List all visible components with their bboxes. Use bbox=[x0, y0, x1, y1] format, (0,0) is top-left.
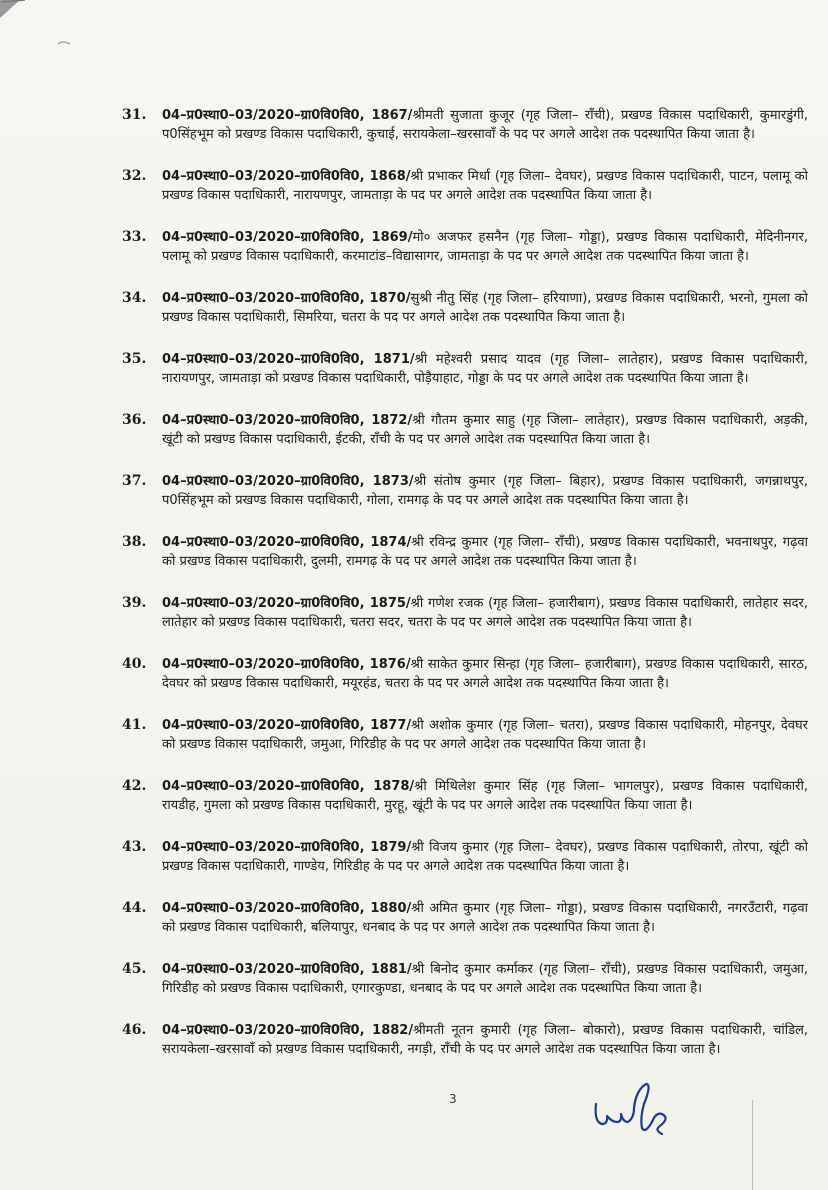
order-reference: 04–प्र0स्था0–03/2020–ग्रा0वि0वि0, 1878/ bbox=[162, 779, 415, 794]
order-reference: 04–प्र0स्था0–03/2020–ग्रा0वि0वि0, 1870/ bbox=[162, 291, 411, 306]
entry-number: 46. bbox=[122, 1022, 147, 1038]
order-reference: 04–प्र0स्था0–03/2020–ग्रा0वि0वि0, 1871/ bbox=[162, 352, 415, 367]
posting-text: श्री अशोक कुमार (गृह जिला– चतरा), प्रखण्ड विकास पदाधिकारी, मोहनपुर, देवघर को प्रखण्ड विकास पदाधिकारी, जमुआ, गिरिडीह के पद पर अगले आदेश तक पदस्थापित किया जाता है। bbox=[162, 718, 808, 752]
order-entry bbox=[118, 411, 808, 468]
order-entry bbox=[118, 167, 808, 224]
entry-number: 45. bbox=[122, 961, 147, 977]
corner-fold-mark bbox=[0, 0, 70, 60]
order-entry bbox=[118, 1021, 808, 1078]
order-reference: 04–प्र0स्था0–03/2020–ग्रा0वि0वि0, 1872/ bbox=[162, 413, 413, 428]
entry-number: 33. bbox=[122, 229, 147, 245]
entry-number: 38. bbox=[122, 534, 147, 550]
posting-text: श्री बिनोद कुमार कर्माकर (गृह जिला– राँची), प्रखण्ड विकास पदाधिकारी, जमुआ, गिरिडीह को प्रखण्ड विकास पदाधिकारी, एगारकुण्डा, धनबाद के पद पर अगले आदेश तक पदस्थापित किया जाता है। bbox=[162, 962, 808, 996]
order-reference: 04–प्र0स्था0–03/2020–ग्रा0वि0वि0, 1868/ bbox=[162, 169, 411, 184]
page-number: 3 bbox=[449, 1092, 457, 1106]
order-entry bbox=[118, 106, 808, 163]
order-reference: 04–प्र0स्था0–03/2020–ग्रा0वि0वि0, 1882/ bbox=[162, 1023, 414, 1038]
posting-text: श्रीमती सुजाता कुजूर (गृह जिला– राँची), प्रखण्ड विकास पदाधिकारी, कुमारडुंगी, प0सिंहभूम को प्रखण्ड विकास पदाधिकारी, कुचाई, सरायकेला–खरसावाँ के पद पर अगले आदेश तक पदस्थापित किया जाता है। bbox=[162, 108, 808, 142]
entry-number: 36. bbox=[122, 412, 147, 428]
order-reference: 04–प्र0स्था0–03/2020–ग्रा0वि0वि0, 1869/ bbox=[162, 230, 413, 245]
order-reference: 04–प्र0स्था0–03/2020–ग्रा0वि0वि0, 1876/ bbox=[162, 657, 411, 672]
order-entries-list bbox=[118, 106, 808, 1082]
order-reference: 04–प्र0स्था0–03/2020–ग्रा0वि0वि0, 1873/ bbox=[162, 474, 414, 489]
posting-text: श्री गौतम कुमार साहु (गृह जिला– लातेहार), प्रखण्ड विकास पदाधिकारी, अड़की, खूंटी को प्रखण्ड विकास पदाधिकारी, ईटकी, राँची के पद पर अगले आदेश तक पदस्थापित किया जाता है। bbox=[162, 413, 808, 447]
posting-text: सुश्री नीतु सिंह (गृह जिला– हरियाणा), प्रखण्ड विकास पदाधिकारी, भरनो, गुमला को प्रखण्ड विकास पदाधिकारी, सिमरिया, चतरा के पद पर अगले आदेश तक पदस्थापित किया जाता है। bbox=[162, 291, 808, 325]
order-entry bbox=[118, 228, 808, 285]
order-entry bbox=[118, 289, 808, 346]
entry-number: 41. bbox=[122, 717, 147, 733]
order-reference: 04–प्र0स्था0–03/2020–ग्रा0वि0वि0, 1880/ bbox=[162, 901, 412, 916]
entry-number: 35. bbox=[122, 351, 147, 367]
posting-text: मो० अजफर हसनैन (गृह जिला– गोड्डा), प्रखण्ड विकास पदाधिकारी, मेदिनीनगर, पलामू को प्रखण्ड विकास पदाधिकारी, करमाटांड–विद्यासागर, जामताड़ा के पद पर अगले आदेश तक पदस्थापित किया जाता है। bbox=[162, 230, 808, 264]
order-reference: 04–प्र0स्था0–03/2020–ग्रा0वि0वि0, 1874/ bbox=[162, 535, 412, 550]
entry-number: 42. bbox=[122, 778, 147, 794]
order-entry bbox=[118, 716, 808, 773]
entry-number: 40. bbox=[122, 656, 147, 672]
order-entry bbox=[118, 594, 808, 651]
order-entry bbox=[118, 350, 808, 407]
posting-text: श्री अमित कुमार (गृह जिला– गोड्डा), प्रखण्ड विकास पदाधिकारी, नगरउँटारी, गढ़वा को प्रखण्ड विकास पदाधिकारी, बलियापुर, धनबाद के पद पर अगले आदेश तक पदस्थापित किया जाता है। bbox=[162, 901, 808, 935]
order-entry bbox=[118, 533, 808, 590]
order-reference: 04–प्र0स्था0–03/2020–ग्रा0वि0वि0, 1879/ bbox=[162, 840, 412, 855]
posting-text: श्री मिथिलेश कुमार सिंह (गृह जिला– भागलपुर), प्रखण्ड विकास पदाधिकारी, रायडीह, गुमला को प्रखण्ड विकास पदाधिकारी, मुरहू, खूंटी के पद पर अगले आदेश तक पदस्थापित किया जाता है। bbox=[162, 779, 808, 813]
entry-number: 32. bbox=[122, 168, 147, 184]
order-entry bbox=[118, 777, 808, 834]
entry-number: 31. bbox=[122, 107, 147, 123]
order-entry bbox=[118, 472, 808, 529]
order-entry bbox=[118, 960, 808, 1017]
order-entry bbox=[118, 655, 808, 712]
signature-initials bbox=[590, 1078, 680, 1138]
entry-number: 37. bbox=[122, 473, 147, 489]
entry-number: 44. bbox=[122, 900, 147, 916]
posting-text: श्री रविन्द्र कुमार (गृह जिला– राँची), प्रखण्ड विकास पदाधिकारी, भवनाथपुर, गढ़वा को प्रखण्ड विकास पदाधिकारी, दुलमी, रामगढ़ के पद पर अगले आदेश तक पदस्थापित किया जाता है। bbox=[162, 535, 808, 569]
order-reference: 04–प्र0स्था0–03/2020–ग्रा0वि0वि0, 1875/ bbox=[162, 596, 411, 611]
entry-number: 43. bbox=[122, 839, 147, 855]
page-edge-line bbox=[752, 1100, 753, 1190]
order-reference: 04–प्र0स्था0–03/2020–ग्रा0वि0वि0, 1881/ bbox=[162, 962, 412, 977]
posting-text: श्री साकेत कुमार सिन्हा (गृह जिला– हजारीबाग), प्रखण्ड विकास पदाधिकारी, सारठ, देवघर को प्रखण्ड विकास पदाधिकारी, मयूरहंड, चतरा के पद पर अगले आदेश तक पदस्थापित किया जाता है। bbox=[162, 657, 808, 691]
posting-text: श्री महेश्वरी प्रसाद यादव (गृह जिला– लातेहार), प्रखण्ड विकास पदाधिकारी, नारायणपुर, जामताड़ा को प्रखण्ड विकास पदाधिकारी, पोड़ैयाहाट, गोड्डा के पद पर अगले आदेश तक पदस्थापित किया जाता है। bbox=[162, 352, 808, 386]
order-entry bbox=[118, 899, 808, 956]
entry-number: 39. bbox=[122, 595, 147, 611]
posting-text: श्री संतोष कुमार (गृह जिला– बिहार), प्रखण्ड विकास पदाधिकारी, जगन्नाथपुर, प0सिंहभूम को प्रखण्ड विकास पदाधिकारी, गोला, रामगढ़ के पद पर अगले आदेश तक पदस्थापित किया जाता है। bbox=[162, 474, 808, 508]
order-entry bbox=[118, 838, 808, 895]
posting-text: श्री विजय कुमार (गृह जिला– देवघर), प्रखण्ड विकास पदाधिकारी, तोरपा, खूंटी को प्रखण्ड विकास पदाधिकारी, गाण्डेय, गिरिडीह के पद पर अगले आदेश तक पदस्थापित किया जाता है। bbox=[162, 840, 808, 874]
entry-number: 34. bbox=[122, 290, 147, 306]
posting-text: श्री गणेश रजक (गृह जिला– हजारीबाग), प्रखण्ड विकास पदाधिकारी, लातेहार सदर, लातेहार को प्रखण्ड विकास पदाधिकारी, चतरा सदर, चतरा के पद पर अगले आदेश तक पदस्थापित किया जाता है। bbox=[162, 596, 808, 630]
posting-text: श्रीमती नूतन कुमारी (गृह जिला– बोकारो), प्रखण्ड विकास पदाधिकारी, चांडिल, सरायकेला–खरसावाँ को प्रखण्ड विकास पदाधिकारी, नगड़ी, राँची के पद पर अगले आदेश तक पदस्थापित किया जाता है। bbox=[162, 1023, 808, 1057]
order-reference: 04–प्र0स्था0–03/2020–ग्रा0वि0वि0, 1877/ bbox=[162, 718, 412, 733]
posting-text: श्री प्रभाकर मिर्धा (गृह जिला– देवघर), प्रखण्ड विकास पदाधिकारी, पाटन, पलामू को प्रखण्ड विकास पदाधिकारी, नारायणपुर, जामताड़ा के पद पर अगले आदेश तक पदस्थापित किया जाता है। bbox=[162, 169, 808, 203]
order-reference: 04–प्र0स्था0–03/2020–ग्रा0वि0वि0, 1867/ bbox=[162, 108, 413, 123]
